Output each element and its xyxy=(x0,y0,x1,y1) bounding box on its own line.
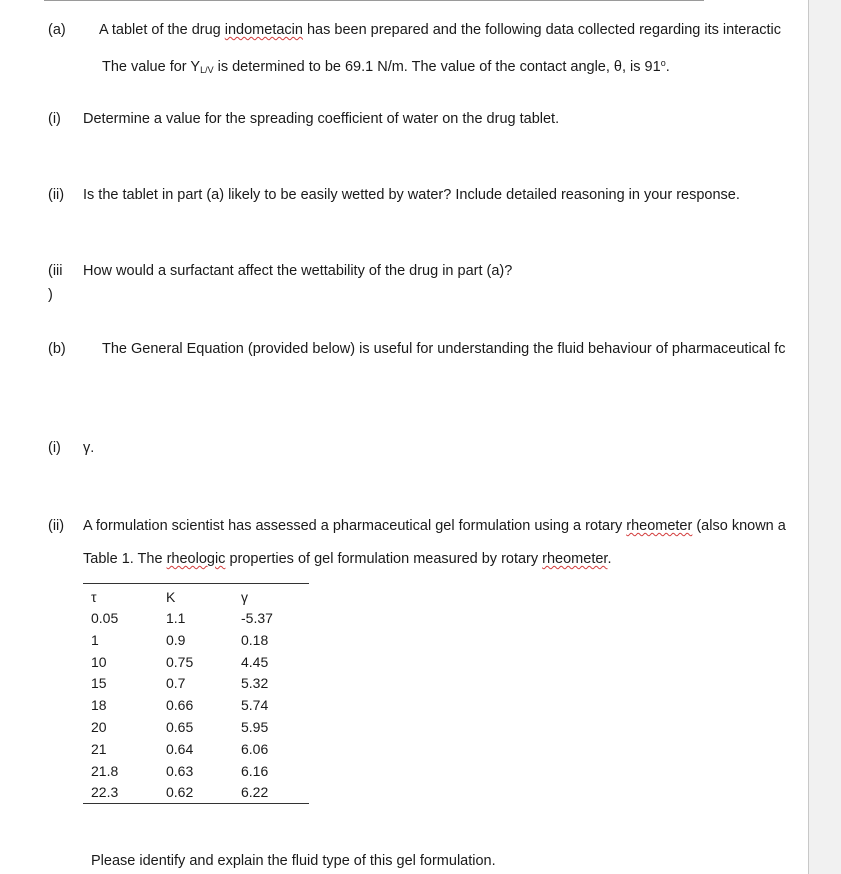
question-b-ii-text: A formulation scientist has assessed a pharmaceutical gel formulation using a rotary rheometer (also known a xyxy=(83,518,786,534)
table-cell: 20 xyxy=(91,719,107,735)
question-a-iii-text: How would a surfactant affect the wettability of the drug in part (a)? xyxy=(83,263,513,279)
table-cell: 5.32 xyxy=(241,675,269,692)
table-header-cell: γ xyxy=(241,589,248,605)
table-cell: 22.3 xyxy=(91,784,119,801)
question-a-i-label: (i) xyxy=(48,111,61,127)
spellcheck-word: rheometer xyxy=(542,551,608,567)
part-a-line-2: The value for $Y_{L/V}$ is determined to be 69.1 N/m. The value of the contact angle, θ, is 91$^o$. xyxy=(102,58,670,75)
table-cell: 5.95 xyxy=(241,719,269,735)
table-cell: 10 xyxy=(91,653,107,670)
page-gutter xyxy=(808,0,841,874)
table-cell: 0.9 xyxy=(166,631,186,648)
table-cell: 0.7 xyxy=(166,675,186,692)
spellcheck-word: rheologic xyxy=(166,551,226,567)
table-header-cell: τ xyxy=(91,589,97,605)
table-top-rule xyxy=(83,583,309,584)
table-cell: 0.63 xyxy=(166,762,194,779)
table-cell: 6.22 xyxy=(241,784,269,801)
table-bottom-rule xyxy=(83,803,309,804)
question-a-ii-label: (ii) xyxy=(48,187,65,203)
question-b-i-text: γ. xyxy=(83,440,95,456)
table-cell: 0.64 xyxy=(166,740,194,757)
question-a-i-text: Determine a value for the spreading coefficient of water on the drug tablet. xyxy=(83,111,560,127)
question-b-ii-label: (ii) xyxy=(48,518,65,534)
table-cell: 0.18 xyxy=(241,631,269,648)
question-a-iii-label-cont: ) xyxy=(48,287,53,303)
part-a-line-1: A tablet of the drug indometacin has been prepared and the following data collected regarding its interactic xyxy=(99,22,781,38)
table-cell: 0.62 xyxy=(166,784,194,801)
table-caption: Table 1. The rheologic properties of gel formulation measured by rotary rheometer. xyxy=(83,551,612,567)
table-cell: 21 xyxy=(91,740,107,757)
spellcheck-word: rheometer xyxy=(626,518,693,534)
table-cell: 21.8 xyxy=(91,762,119,779)
question-a-iii-label: (iii xyxy=(48,263,63,279)
question-a-ii-text: Is the tablet in part (a) likely to be easily wetted by water? Include detailed reasoning in your response. xyxy=(83,187,740,203)
part-b-text: The General Equation (provided below) is useful for understanding the fluid behaviour of pharmaceutical fc xyxy=(102,341,786,357)
spellcheck-word: indometacin xyxy=(224,22,303,38)
table-cell: -5.37 xyxy=(241,610,273,626)
table-cell: 18 xyxy=(91,697,107,714)
table-cell: 0.66 xyxy=(166,697,194,714)
closing-question: Please identify and explain the fluid type of this gel formulation. xyxy=(91,853,496,869)
table-cell: 6.16 xyxy=(241,762,269,779)
table-header-cell: K xyxy=(166,589,176,605)
part-a-label: (a) xyxy=(48,22,66,38)
table-cell: 6.06 xyxy=(241,740,269,757)
top-rule xyxy=(44,0,704,1)
table-cell: 15 xyxy=(91,675,107,692)
table-cell: 0.75 xyxy=(166,653,194,670)
part-b-label: (b) xyxy=(48,341,66,357)
table-cell: 1.1 xyxy=(166,610,186,626)
table-cell: 1 xyxy=(91,631,99,648)
table-cell: 0.65 xyxy=(166,719,194,735)
table-cell: 4.45 xyxy=(241,653,269,670)
table-cell: 0.05 xyxy=(91,610,119,626)
question-b-i-label: (i) xyxy=(48,440,61,456)
table-cell: 5.74 xyxy=(241,697,269,714)
